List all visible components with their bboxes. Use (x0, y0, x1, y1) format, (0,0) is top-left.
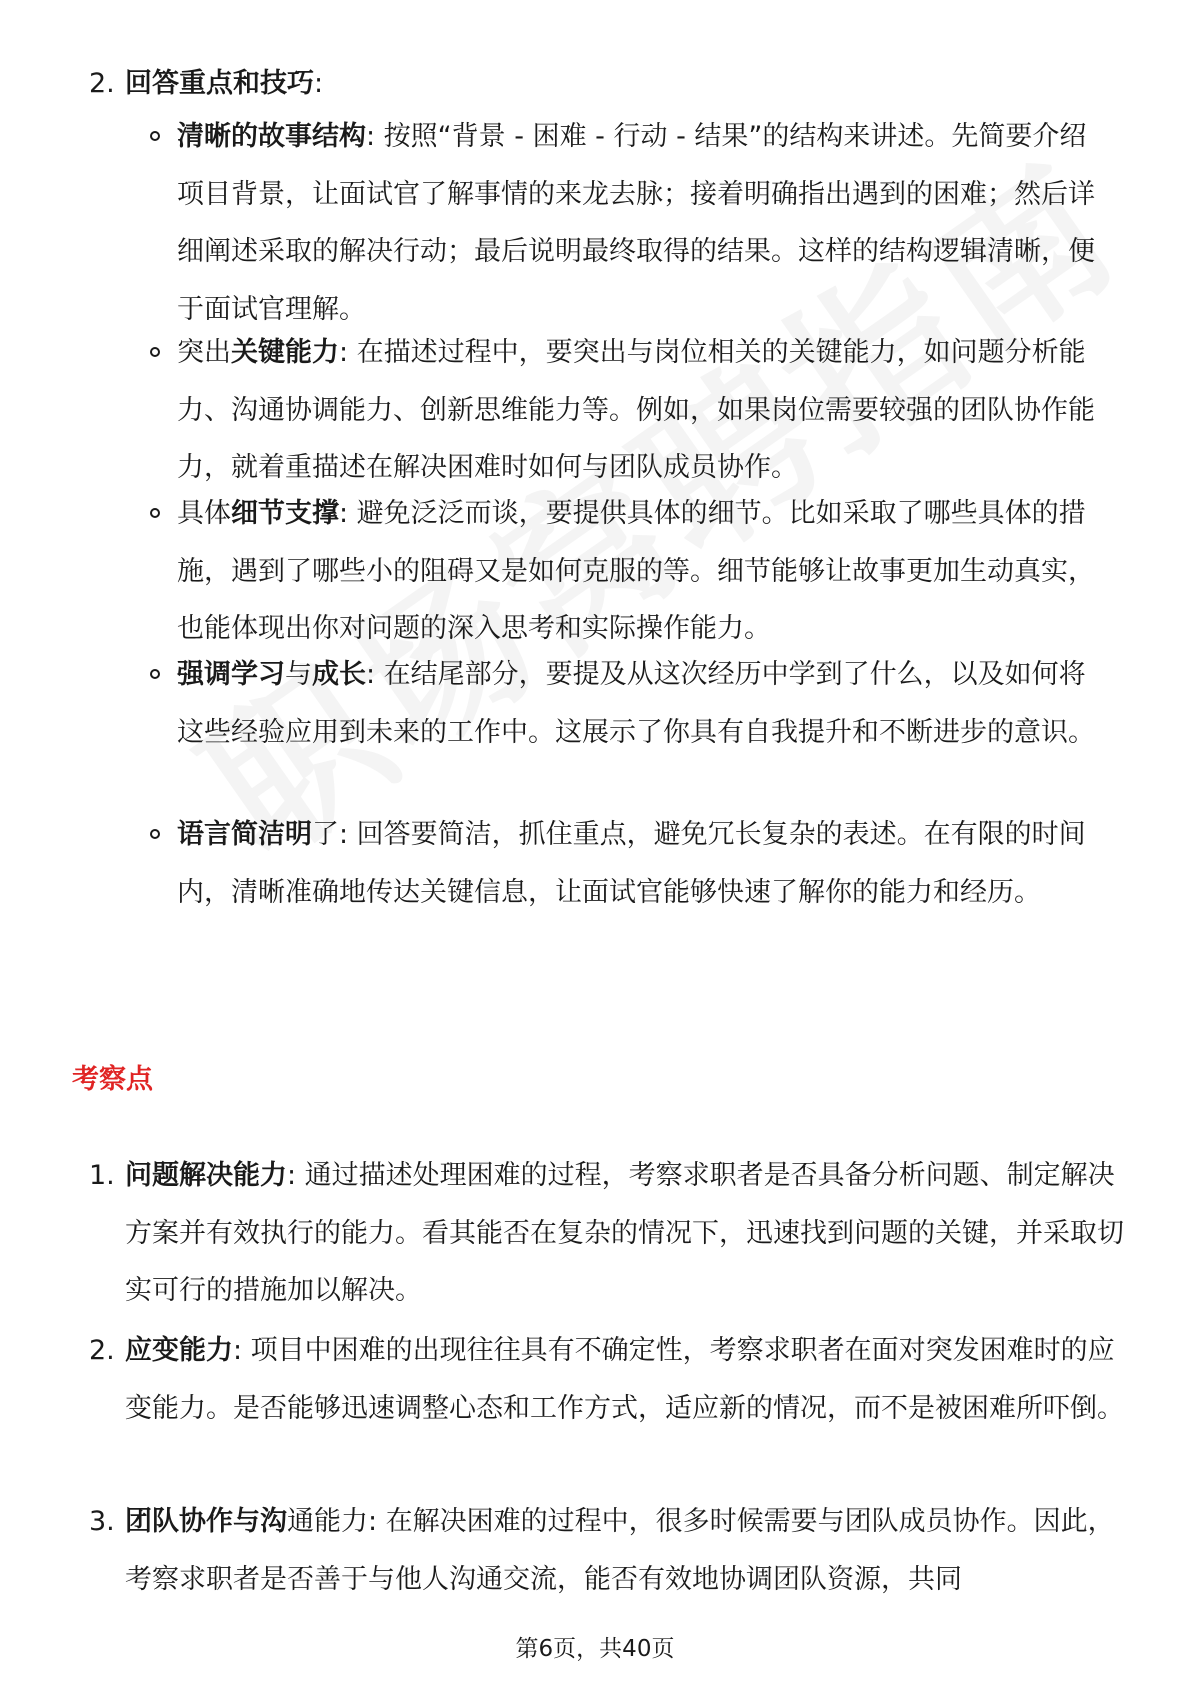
item-title: 回答重点和技巧 (125, 68, 314, 99)
page-footer: 第6页，共40页 (515, 1636, 675, 1662)
bullet-item-learning-growth: 强调学习与成长: 在结尾部分，要提及从这次经历中学到了什么，以及如何将这些经验应用到未来的工作中。这展示了你具有自我提升和不断进步的意识。 (150, 646, 1110, 761)
bullet-title: 关键能力 (231, 337, 339, 368)
list-item-answer-tips: 2. 回答重点和技巧: (89, 55, 1129, 113)
bullet-title: 强调学习 (177, 659, 285, 690)
bullet-icon (150, 829, 160, 839)
item-title: 应变能力 (125, 1335, 233, 1366)
list-number: 3. (89, 1506, 115, 1537)
list-number: 2. (89, 68, 115, 99)
bullet-icon (150, 669, 160, 679)
bullet-icon (150, 131, 160, 141)
bullet-icon (150, 347, 160, 357)
bullet-item-detail-support: 具体细节支撑: 避免泛泛而谈，要提供具体的细节。比如采取了哪些具体的措施，遇到了哪些小的阻碍又是如何克服的等。细节能够让故事更加生动真实，也能体现出你对问题的深入思考和实际操作能力。 (150, 485, 1110, 658)
bullet-title: 语言简洁明 (177, 819, 312, 850)
bullet-title: 清晰的故事结构 (177, 121, 366, 152)
bullet-item-story-structure: 清晰的故事结构: 按照“背景 - 困难 - 行动 - 结果”的结构来讲述。先简要介绍项目背景，让面试官了解事情的来龙去脉；接着明确指出遇到的困难；然后详细阐述采取的解决行动；最后说明最终取得的结果。这样的结构逻辑清晰，便于面试官理解。 (150, 108, 1110, 338)
bullet-title: 细节支撑 (231, 498, 339, 529)
bullet-item-concise-language: 语言简洁明了: 回答要简洁，抓住重点，避免冗长复杂的表述。在有限的时间内，清晰准确地传达关键信息，让面试官能够快速了解你的能力和经历。 (150, 806, 1110, 921)
list-number: 1. (89, 1160, 115, 1191)
item-title: 团队协作与沟 (125, 1506, 287, 1537)
list-item-adaptability: 2. 应变能力: 项目中困难的出现往往具有不确定性，考察求职者在面对突发困难时的应变能力。是否能够迅速调整心态和工作方式，适应新的情况，而不是被困难所吓倒。 (89, 1322, 1129, 1437)
list-item-teamwork: 3. 团队协作与沟通能力: 在解决困难的过程中，很多时候需要与团队成员协作。因此，考察求职者是否善于与他人沟通交流，能否有效地协调团队资源，共同 (89, 1493, 1129, 1608)
bullet-icon (150, 508, 160, 518)
list-item-problem-solving: 1. 问题解决能力: 通过描述处理困难的过程，考察求职者是否具备分析问题、制定解决方案并有效执行的能力。看其能否在复杂的情况下，迅速找到问题的关键，并采取切实可行的措施加以解决。 (89, 1147, 1129, 1320)
list-number: 2. (89, 1335, 115, 1366)
item-title: 问题解决能力 (125, 1160, 287, 1191)
bullet-item-key-abilities: 突出关键能力: 在描述过程中，要突出与岗位相关的关键能力，如问题分析能力、沟通协调能力、创新思维能力等。例如，如果岗位需要较强的团队协作能力，就着重描述在解决困难时如何与团队成员协作。 (150, 324, 1110, 497)
section-heading: 考察点 (72, 1064, 153, 1095)
